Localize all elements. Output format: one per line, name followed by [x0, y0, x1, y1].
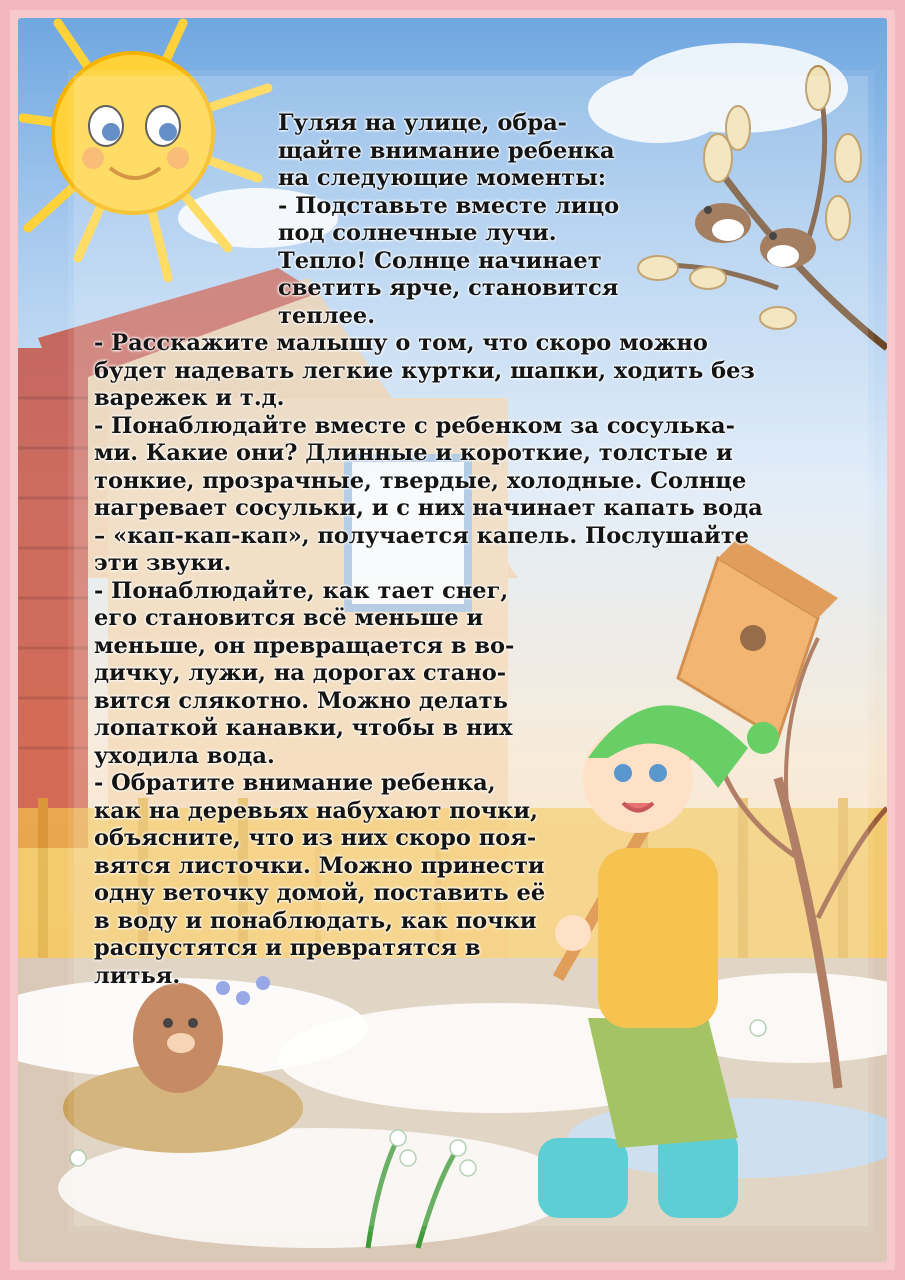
snow-paragraph: - Понаблюдайте, как тает снег, его становится всё меньше и меньше, он превращается в во- дичку, лужи, на дорогах стано- вится слякотно. Можно делать лопаткой канавки, чтобы в них уходила вода.	[94, 577, 515, 769]
icicles-paragraph: - Понаблюдайте вместе с ребенком за сосулька- ми. Какие они? Длинные и короткие, толстые и тонкие, прозрачные, твердые, холодные. Солнце нагревает сосульки, и с них начинает капать вода – «кап-кап-кап», получается капель. Послушайте эти звуки.	[94, 412, 763, 576]
buds-paragraph: - Обратите внимание ребенка, как на деревьях набухают почки, объясните, что из них скоро поя- вятся листочки. Можно принести одну веточку домой, поставить её в воду и понаблюдать, как почки распустятся и превратятся в литья.	[94, 770, 546, 989]
advice-text	[94, 110, 834, 990]
intro-paragraph: Гуляя на улице, обра- щайте внимание ребенка на следующие моменты: - Подставьте вместе лицо под солнечные лучи. Тепло! Солнце начинает светить ярче, становится теплее.	[278, 110, 620, 329]
poster-card	[18, 18, 887, 1262]
jacket-paragraph: - Расскажите малышу о том, что скоро можно будет надевать легкие куртки, шапки, ходить без варежек и т.д.	[94, 330, 755, 411]
